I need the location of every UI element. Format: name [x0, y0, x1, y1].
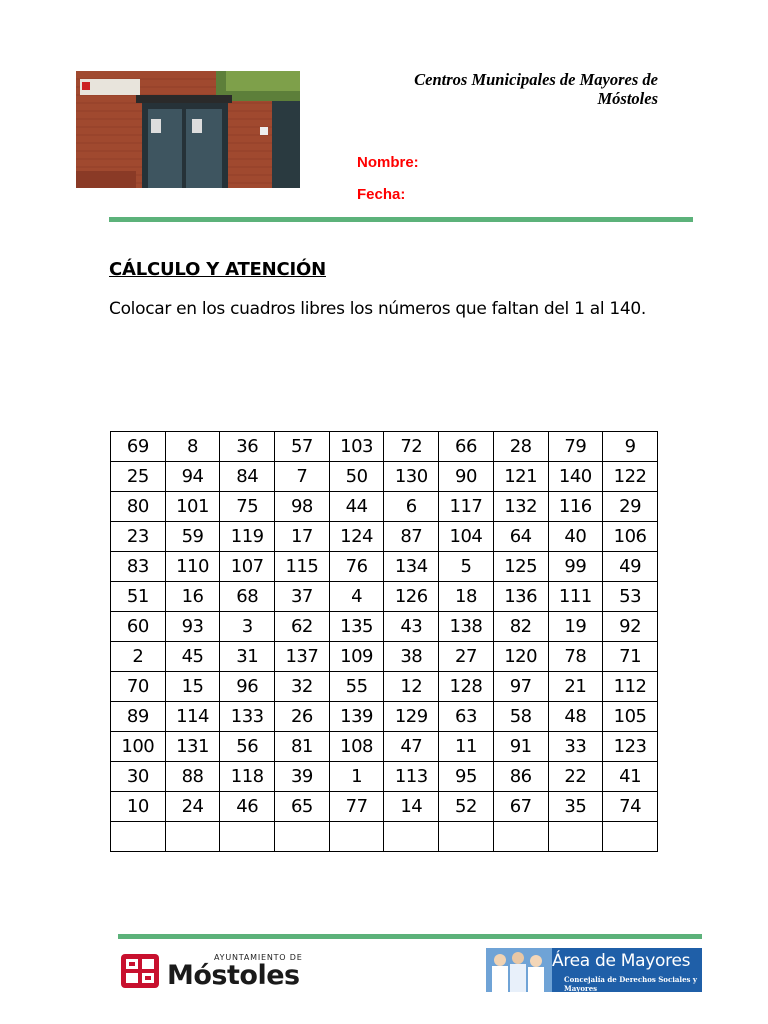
grid-cell: 46: [220, 792, 275, 822]
grid-cell: 40: [548, 522, 603, 552]
grid-cell: 126: [384, 582, 439, 612]
grid-cell: 97: [493, 672, 548, 702]
grid-cell: 76: [329, 552, 384, 582]
grid-cell: 50: [329, 462, 384, 492]
header-title-line2: Móstoles: [597, 89, 658, 108]
grid-row: [111, 672, 658, 702]
grid-cell-empty[interactable]: [165, 822, 220, 852]
grid-cell: 80: [111, 492, 166, 522]
grid-cell: 136: [493, 582, 548, 612]
area-mayores-logo: [486, 948, 702, 992]
grid-cell-empty[interactable]: [220, 822, 275, 852]
grid-cell-empty[interactable]: [275, 822, 330, 852]
grid-cell: 83: [111, 552, 166, 582]
grid-cell-empty[interactable]: [384, 822, 439, 852]
grid-cell: 17: [275, 522, 330, 552]
grid-cell: 64: [493, 522, 548, 552]
grid-cell: 74: [603, 792, 658, 822]
grid-cell: 111: [548, 582, 603, 612]
grid-cell: 6: [384, 492, 439, 522]
grid-cell: 48: [548, 702, 603, 732]
grid-cell: 15: [165, 672, 220, 702]
grid-row: [111, 492, 658, 522]
grid-cell: 68: [220, 582, 275, 612]
grid-cell: 52: [439, 792, 494, 822]
grid-row: [111, 462, 658, 492]
grid-cell: 140: [548, 462, 603, 492]
grid-cell: 118: [220, 762, 275, 792]
grid-cell-empty[interactable]: [439, 822, 494, 852]
grid-cell: 33: [548, 732, 603, 762]
grid-cell: 134: [384, 552, 439, 582]
grid-cell: 16: [165, 582, 220, 612]
grid-cell: 104: [439, 522, 494, 552]
grid-cell: 45: [165, 642, 220, 672]
grid-cell: 135: [329, 612, 384, 642]
grid-row: [111, 822, 658, 852]
grid-cell: 70: [111, 672, 166, 702]
grid-row: [111, 642, 658, 672]
grid-cell: 32: [275, 672, 330, 702]
grid-cell-empty[interactable]: [603, 822, 658, 852]
ayuntamiento-label: AYUNTAMIENTO DE: [214, 953, 303, 962]
grid-cell: 43: [384, 612, 439, 642]
grid-cell: 125: [493, 552, 548, 582]
grid-cell: 60: [111, 612, 166, 642]
grid-cell: 30: [111, 762, 166, 792]
grid-cell: 19: [548, 612, 603, 642]
grid-cell: 31: [220, 642, 275, 672]
grid-cell: 108: [329, 732, 384, 762]
grid-cell: 139: [329, 702, 384, 732]
grid-cell: 105: [603, 702, 658, 732]
fecha-label: Fecha:: [357, 186, 406, 203]
grid-cell: 51: [111, 582, 166, 612]
grid-cell: 114: [165, 702, 220, 732]
grid-cell: 27: [439, 642, 494, 672]
grid-cell: 84: [220, 462, 275, 492]
grid-cell: 36: [220, 432, 275, 462]
grid-cell: 4: [329, 582, 384, 612]
grid-cell: 100: [111, 732, 166, 762]
grid-cell: 59: [165, 522, 220, 552]
grid-cell: 130: [384, 462, 439, 492]
grid-row: [111, 612, 658, 642]
area-title: Área de Mayores: [552, 951, 691, 971]
grid-cell: 21: [548, 672, 603, 702]
grid-cell: 117: [439, 492, 494, 522]
people-photo-icon: [486, 948, 552, 992]
instructions-text: Colocar en los cuadros libres los números que faltan del 1 al 140.: [109, 299, 646, 319]
grid-cell: 96: [220, 672, 275, 702]
grid-cell: 93: [165, 612, 220, 642]
grid-cell: 53: [603, 582, 658, 612]
grid-cell: 26: [275, 702, 330, 732]
grid-cell-empty[interactable]: [329, 822, 384, 852]
grid-cell: 95: [439, 762, 494, 792]
grid-cell: 55: [329, 672, 384, 702]
grid-cell: 94: [165, 462, 220, 492]
grid-cell: 2: [111, 642, 166, 672]
grid-cell: 3: [220, 612, 275, 642]
grid-cell: 41: [603, 762, 658, 792]
grid-cell: 123: [603, 732, 658, 762]
grid-cell: 23: [111, 522, 166, 552]
grid-cell: 87: [384, 522, 439, 552]
grid-cell: 121: [493, 462, 548, 492]
grid-cell: 124: [329, 522, 384, 552]
grid-cell: 14: [384, 792, 439, 822]
header-divider: [109, 217, 693, 222]
mostoles-logo: [119, 952, 319, 992]
building-photo: [76, 71, 300, 188]
grid-cell: 137: [275, 642, 330, 672]
grid-row: [111, 552, 658, 582]
grid-cell: 66: [439, 432, 494, 462]
grid-cell: 115: [275, 552, 330, 582]
grid-cell: 116: [548, 492, 603, 522]
grid-cell: 106: [603, 522, 658, 552]
grid-cell: 44: [329, 492, 384, 522]
grid-cell: 22: [548, 762, 603, 792]
grid-cell: 119: [220, 522, 275, 552]
grid-cell: 112: [603, 672, 658, 702]
grid-cell: 101: [165, 492, 220, 522]
grid-cell: 62: [275, 612, 330, 642]
grid-cell: 71: [603, 642, 658, 672]
grid-row: [111, 792, 658, 822]
grid-cell: 129: [384, 702, 439, 732]
grid-cell: 49: [603, 552, 658, 582]
grid-cell: 131: [165, 732, 220, 762]
grid-cell: 57: [275, 432, 330, 462]
grid-cell: 58: [493, 702, 548, 732]
grid-row: [111, 522, 658, 552]
grid-cell: 9: [603, 432, 658, 462]
grid-cell: 1: [329, 762, 384, 792]
grid-cell: 56: [220, 732, 275, 762]
grid-cell: 110: [165, 552, 220, 582]
grid-cell: 75: [220, 492, 275, 522]
grid-cell: 7: [275, 462, 330, 492]
grid-cell: 91: [493, 732, 548, 762]
grid-row: [111, 732, 658, 762]
grid-cell: 12: [384, 672, 439, 702]
grid-cell: 81: [275, 732, 330, 762]
grid-cell: 11: [439, 732, 494, 762]
grid-cell: 79: [548, 432, 603, 462]
grid-cell: 92: [603, 612, 658, 642]
grid-row: [111, 582, 658, 612]
grid-cell: 89: [111, 702, 166, 732]
shield-icon: [119, 952, 161, 990]
nombre-label: Nombre:: [357, 154, 419, 171]
grid-cell: 63: [439, 702, 494, 732]
header-title: [300, 70, 658, 108]
footer-divider: [118, 934, 702, 939]
grid-cell-empty[interactable]: [111, 822, 166, 852]
grid-cell: 77: [329, 792, 384, 822]
grid-cell: 5: [439, 552, 494, 582]
grid-cell: 39: [275, 762, 330, 792]
grid-cell: 10: [111, 792, 166, 822]
grid-cell: 99: [548, 552, 603, 582]
grid-cell: 78: [548, 642, 603, 672]
grid-row: [111, 702, 658, 732]
header-title-line1: Centros Municipales de Mayores de: [414, 70, 658, 89]
grid-cell: 29: [603, 492, 658, 522]
grid-cell: 138: [439, 612, 494, 642]
grid-cell: 67: [493, 792, 548, 822]
grid-cell-empty[interactable]: [493, 822, 548, 852]
grid-cell: 65: [275, 792, 330, 822]
grid-cell: 109: [329, 642, 384, 672]
grid-cell: 90: [439, 462, 494, 492]
grid-cell: 25: [111, 462, 166, 492]
grid-cell: 122: [603, 462, 658, 492]
grid-cell: 18: [439, 582, 494, 612]
grid-cell: 38: [384, 642, 439, 672]
grid-cell: 132: [493, 492, 548, 522]
grid-cell: 28: [493, 432, 548, 462]
grid-cell: 82: [493, 612, 548, 642]
grid-cell: 86: [493, 762, 548, 792]
grid-cell: 8: [165, 432, 220, 462]
grid-cell: 69: [111, 432, 166, 462]
grid-cell: 113: [384, 762, 439, 792]
grid-cell: 103: [329, 432, 384, 462]
grid-cell: 107: [220, 552, 275, 582]
grid-row: [111, 432, 658, 462]
grid-cell: 24: [165, 792, 220, 822]
grid-cell: 88: [165, 762, 220, 792]
grid-cell-empty[interactable]: [548, 822, 603, 852]
area-subtitle: Concejalía de Derechos Sociales y Mayores: [564, 975, 697, 992]
section-title: CÁLCULO Y ATENCIÓN: [109, 259, 326, 280]
grid-cell: 47: [384, 732, 439, 762]
grid-cell: 98: [275, 492, 330, 522]
mostoles-label: Móstoles: [167, 960, 300, 991]
number-grid: [110, 431, 658, 852]
grid-cell: 72: [384, 432, 439, 462]
grid-cell: 128: [439, 672, 494, 702]
grid-cell: 120: [493, 642, 548, 672]
grid-cell: 37: [275, 582, 330, 612]
grid-row: [111, 762, 658, 792]
grid-cell: 133: [220, 702, 275, 732]
grid-cell: 35: [548, 792, 603, 822]
